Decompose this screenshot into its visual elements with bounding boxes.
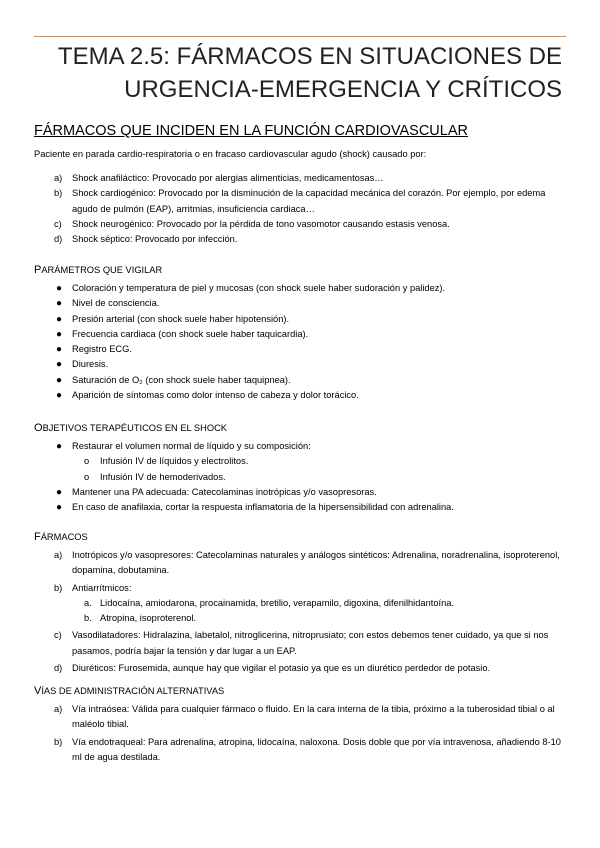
- title-line-1: TEMA 2.5: FÁRMACOS EN SITUACIONES DE: [57, 43, 562, 70]
- list-item: c) Shock neurogénico: Provocado por la pérdida de tono vasomotor causando estasis venosa.: [54, 218, 450, 229]
- sub-item: a. Lidocaína, amiodarona, procainamida, bretilio, verapamilo, digoxina, difenilhidantoína.: [84, 597, 455, 608]
- list-item: b) Vía endotraqueal: Para adrenalina, atropina, lidocaína, naloxona. Dosis doble que por vía intravenosa, añadiendo 8-10 ml de agua destilada.: [54, 736, 561, 762]
- drugs-section: [34, 530, 566, 676]
- routes-heading: VÍAS DE ADMINISTRACIÓN ALTERNATIVAS: [34, 685, 225, 697]
- page-title: [58, 40, 562, 106]
- list-item: ● Restaurar el volumen normal de líquido y su composición:: [56, 441, 311, 452]
- list-item: ● En caso de anafilaxia, cortar la respuesta inflamatoria de la hipersensibilidad con adrenalina.: [56, 502, 454, 514]
- header-rule: [34, 36, 566, 37]
- intro-text: Paciente en parada cardio-respiratoria o en fracaso cardiovascular agudo (shock) causado por:: [34, 149, 427, 159]
- drugs-heading: FÁRMACOS: [34, 531, 88, 543]
- params-heading: PARÁMETROS QUE VIGILAR: [34, 264, 163, 276]
- objectives-section: [34, 421, 566, 515]
- title-line-2: URGENCIA-EMERGENCIA Y CRÍTICOS: [124, 76, 562, 103]
- sub-item: o Infusión IV de hemoderivados.: [84, 471, 226, 482]
- list-item: a) Inotrópicos y/o vasopresores: Catecolaminas naturales y análogos sintéticos: Adrenalina, noradrenalina, isoproterenol, dopamina, dobutamina.: [54, 550, 560, 576]
- section-title: FÁRMACOS QUE INCIDEN EN LA FUNCIÓN CARDIOVASCULAR: [34, 123, 468, 139]
- params-section: [34, 263, 566, 403]
- list-item: ● Nivel de consciencia.: [56, 298, 160, 310]
- list-item: ● Mantener una PA adecuada: Catecolaminas inotrópicas y/o vasopresoras.: [56, 486, 377, 498]
- list-item: b) Antiarrítmicos:: [54, 582, 132, 593]
- list-item: a) Shock anafiláctico: Provocado por alergias alimenticias, medicamentosas…: [54, 173, 384, 183]
- routes-section: [34, 684, 566, 765]
- list-item: ● Presión arterial (con shock suele haber hipotensión).: [56, 313, 290, 325]
- objectives-heading: OBJETIVOS TERAPÉUTICOS EN EL SHOCK: [34, 422, 227, 434]
- list-item: c) Vasodilatadores: Hidralazina, labetalol, nitroglicerina, nitroprusiato; con estos debemos tener cuidado, ya que si nos pasamos, podría bajar la tensión y dar lugar a un EAP.: [54, 630, 549, 656]
- list-item: ● Coloración y temperatura de piel y mucosas (con shock suele haber sudoración y palidez).: [56, 283, 446, 294]
- list-item: b) Shock cardiogénico: Provocado por la disminución de la capacidad mecánica del corazón. Por ejemplo, por edema agudo de pulmón (EAP), arritmias, insuficiencia cardiaca…: [54, 188, 546, 214]
- list-item: ● Frecuencia cardiaca (con shock suele haber taquicardia).: [56, 328, 309, 340]
- list-item: d) Shock séptico: Provocado por infección.: [54, 234, 238, 245]
- list-item: ● Registro ECG.: [56, 344, 132, 356]
- sub-item: b. Atropina, isoproterenol.: [84, 613, 197, 624]
- list-item: ● Saturación de O₂ (con shock suele haber taquipnea).: [56, 374, 291, 386]
- list-item: ● Diuresis.: [56, 359, 109, 371]
- list-item: a) Vía intraósea: Válida para cualquier fármaco o fluido. En la cara interna de la tibia, próximo a la tuberosidad tibial o al maléolo tibial.: [54, 704, 555, 730]
- sub-item: o Infusión IV de líquidos y electrolitos.: [84, 456, 249, 467]
- list-item: ● Aparición de síntomas como dolor intenso de cabeza y dolor torácico.: [56, 390, 359, 402]
- shock-list: [34, 171, 566, 247]
- list-item: d) Diuréticos: Furosemida, aunque hay que vigilar el potasio ya que es un diurético perdedor de potasio.: [54, 663, 491, 674]
